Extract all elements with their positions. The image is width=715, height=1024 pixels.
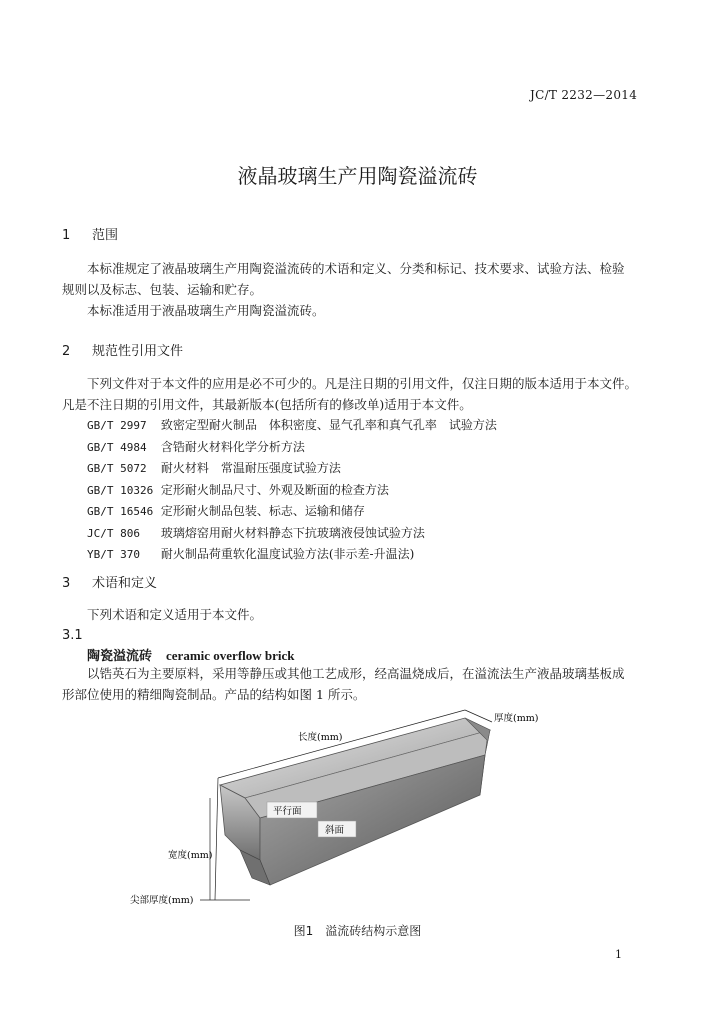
section-title: 范围: [92, 228, 119, 243]
slope-face-label: 斜面: [325, 825, 345, 836]
section-1-heading: [62, 224, 118, 243]
section-3-intro: 下列术语和定义适用于本文件。: [87, 607, 263, 622]
reference-item: [87, 480, 647, 502]
thickness-label: 厚度(mm): [494, 713, 539, 724]
reference-item: [87, 458, 647, 480]
reference-code: GB/T 4984: [87, 440, 147, 454]
overflow-brick-diagram: [120, 700, 590, 915]
reference-title: 定形耐火制品尺寸、外观及断面的检查方法: [160, 482, 389, 497]
reference-title: 定形耐火制品包装、标志、运输和储存: [160, 504, 365, 518]
document-title: 液晶玻璃生产用陶瓷溢流砖: [237, 164, 478, 188]
tip-thickness-label: 尖部厚度(mm): [130, 895, 194, 906]
reference-code: GB/T 2997: [87, 419, 147, 432]
document-number: JC/T 2232—2014: [530, 88, 638, 102]
paragraph-line: 规则以及标志、包装、运输和贮存。: [62, 282, 263, 297]
section-number: 2: [62, 344, 71, 359]
section-number: 1: [62, 228, 71, 243]
page-number: 1: [615, 948, 622, 961]
section-title: 规范性引用文件: [92, 344, 184, 359]
term-heading: [87, 645, 295, 664]
reference-title: 耐火制品荷重软化温度试验方法(非示差-升温法): [160, 547, 415, 561]
paragraph-line: 下列文件对于本文件的应用是必不可少的。凡是注日期的引用文件，仅注日期的版本适用于本文件。: [87, 376, 638, 391]
reference-item: [87, 501, 647, 523]
figure-caption: 图1 溢流砖结构示意图: [293, 924, 422, 938]
reference-list: [87, 415, 647, 566]
reference-title: 耐火材料 常温耐压强度试验方法: [160, 461, 341, 475]
paragraph-line: 本标准规定了液晶玻璃生产用陶瓷溢流砖的术语和定义、分类和标记、技术要求、试验方法、检验: [87, 261, 625, 276]
term-chinese: 陶瓷溢流砖: [87, 649, 153, 664]
section-2-intro: [62, 373, 652, 415]
section-2-heading: [62, 340, 183, 359]
paragraph: 本标准适用于液晶玻璃生产用陶瓷溢流砖。: [87, 303, 325, 318]
paragraph-line: 形部位使用的精细陶瓷制品。产品的结构如图 1 所示。: [62, 687, 366, 702]
reference-item: [87, 437, 647, 459]
section-1-body: [62, 258, 652, 321]
paragraph-line: 凡是不注日期的引用文件，其最新版本(包括所有的修改单)适用于本文件。: [62, 397, 472, 412]
brick-body: [220, 718, 490, 885]
reference-code: YB/T 370: [87, 548, 140, 561]
reference-item: [87, 415, 647, 437]
section-number: 3: [62, 576, 71, 591]
length-label: 长度(mm): [298, 732, 343, 743]
parallel-face-label: 平行面: [273, 806, 302, 817]
reference-code: GB/T 16546: [87, 505, 154, 518]
width-label: 宽度(mm): [168, 850, 213, 861]
term-number: 3.1: [62, 628, 83, 643]
reference-code: GB/T 5072: [87, 462, 147, 475]
reference-item: [87, 544, 647, 566]
section-3-heading: [62, 572, 157, 591]
paragraph-line: 以锆英石为主要原料，采用等静压或其他工艺成形，经高温烧成后，在溢流法生产液晶玻璃基板成: [87, 666, 625, 681]
reference-title: 含锆耐火材料化学分析方法: [160, 439, 305, 454]
reference-title: 玻璃熔窑用耐火材料静态下抗玻璃液侵蚀试验方法: [160, 525, 425, 540]
reference-item: [87, 523, 647, 545]
reference-title: 致密定型耐火制品 体积密度、显气孔率和真气孔率 试验方法: [160, 418, 497, 432]
section-title: 术语和定义: [92, 576, 158, 591]
term-definition: [62, 663, 652, 705]
reference-code: GB/T 10326: [87, 483, 154, 497]
reference-code: JC/T 806: [87, 526, 140, 540]
term-english: ceramic overflow brick: [166, 648, 295, 663]
